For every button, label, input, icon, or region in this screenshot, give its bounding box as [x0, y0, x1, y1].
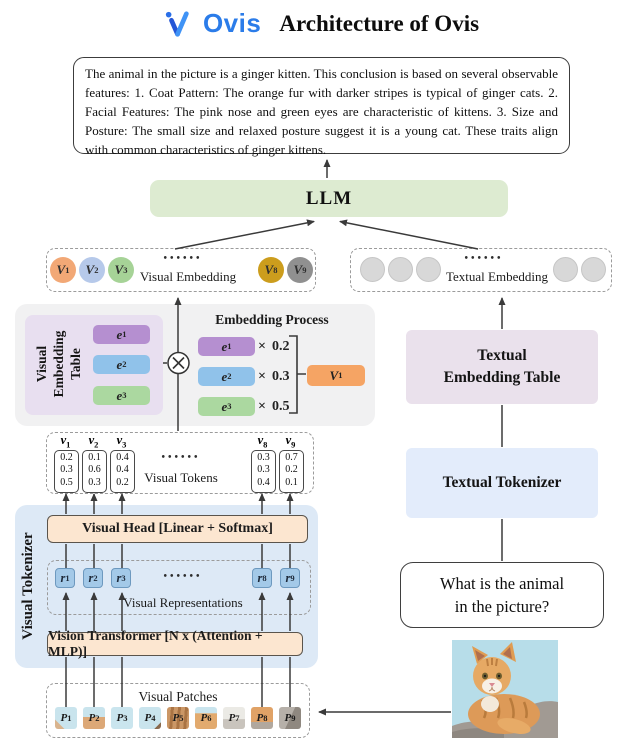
visual-patch: P 9 — [279, 707, 301, 729]
process-weight: × 0.2 — [258, 338, 290, 354]
visual-embedding-token: V 2 — [79, 257, 105, 283]
visual-token-values: 0.2 0.3 0.5 — [54, 450, 79, 493]
process-e2-pill: e 2 — [198, 367, 255, 386]
process-result-v1-pill: V 1 — [307, 365, 365, 386]
otimes-icon — [168, 353, 189, 374]
ovis-logo-text: Ovis — [202, 8, 262, 38]
ovis-logo-icon — [163, 10, 193, 38]
token-column-label: $v_9$ — [285, 433, 296, 450]
visual-head-box: Visual Head [Linear + Softmax] — [47, 515, 308, 543]
visual-embedding-token: V 1 — [50, 257, 76, 283]
embedding-process-title: Embedding Process — [215, 312, 329, 327]
model-response-box — [73, 57, 570, 157]
textual-embedding-label: Textual Embedding — [446, 269, 548, 284]
embedding-e1-pill: e 1 — [93, 325, 150, 344]
textual-embedding-token — [360, 257, 385, 282]
llm-box — [150, 180, 508, 217]
visual-embedding-token: V 3 — [108, 257, 134, 283]
ellipsis: •••••• — [163, 571, 203, 582]
visual-patches-label: Visual Patches — [138, 689, 218, 704]
process-weight: × 0.5 — [258, 398, 290, 414]
model-response-text: The animal in the picture is a ginger kitten. This conclusion is based on several observable features: 1. Coat Pattern: The orange fur with darker stripes is typical of ginger cats. 2. Facial Features: The pink nose and green eyes are characteristic of kittens. 3. Size and Posture: The small size and relaxed posture suggest it is a young cat. These traits align with common characteristics of ginger kittens. — [85, 66, 558, 157]
cat-image — [452, 640, 558, 738]
visual-patch: P 5 — [167, 707, 189, 729]
vision-transformer-box: Vision Transformer [N x (Attention + MLP)] — [47, 632, 303, 656]
process-e3-pill: e 3 — [198, 397, 255, 416]
process-weight: × 0.3 — [258, 368, 290, 384]
token-column-label: $v_8$ — [257, 433, 268, 450]
visual-patch: P 6 — [195, 707, 217, 729]
visual-representations-label: Visual Representations — [123, 595, 243, 610]
token-column-label: $v_2$ — [88, 433, 99, 450]
visual-patch: P 8 — [251, 707, 273, 729]
llm-label: LLM — [305, 187, 353, 209]
visual-representation: r 3 — [111, 568, 131, 588]
visual-patch: P 1 — [55, 707, 77, 729]
user-question-box: What is the animal in the picture? — [400, 562, 604, 628]
visual-token-values: 0.3 0.3 0.4 — [251, 450, 276, 493]
visual-representation: r 9 — [280, 568, 300, 588]
visual-representation: r 2 — [83, 568, 103, 588]
visual-tokens-label: Visual Tokens — [144, 470, 218, 485]
visual-patch: P 2 — [83, 707, 105, 729]
visual-patch: P 7 — [223, 707, 245, 729]
ellipsis: •••••• — [161, 452, 201, 463]
visual-patch: P 3 — [111, 707, 133, 729]
textual-tokenizer-box: Textual Tokenizer — [406, 448, 598, 518]
textual-embedding-table: Textual Embedding Table — [406, 330, 598, 404]
ellipsis: •••••• — [163, 253, 203, 264]
page-header — [0, 8, 642, 39]
visual-embedding-token: V 8 — [258, 257, 284, 283]
visual-token-values: 0.1 0.6 0.3 — [82, 450, 107, 493]
visual-token-values: 0.7 0.2 0.1 — [279, 450, 304, 493]
process-e1-pill: e 1 — [198, 337, 255, 356]
visual-representation: r 8 — [252, 568, 272, 588]
visual-embedding-table-label: Visual Embedding Table — [33, 330, 83, 398]
visual-tokenizer-label: Visual Tokenizer — [19, 532, 36, 640]
embedding-e3-pill: e 3 — [93, 386, 150, 405]
embedding-e2-pill: e 2 — [93, 355, 150, 374]
visual-embedding-label: Visual Embedding — [139, 269, 237, 284]
visual-patch: P 4 — [139, 707, 161, 729]
visual-embedding-token: V 9 — [287, 257, 313, 283]
visual-token-values: 0.4 0.4 0.2 — [110, 450, 135, 493]
ellipsis: •••••• — [464, 253, 504, 264]
token-column-label: $v_1$ — [60, 433, 71, 450]
token-column-label: $v_3$ — [116, 433, 127, 450]
page-title: Architecture of Ovis — [279, 10, 480, 36]
visual-representation: r 1 — [55, 568, 75, 588]
